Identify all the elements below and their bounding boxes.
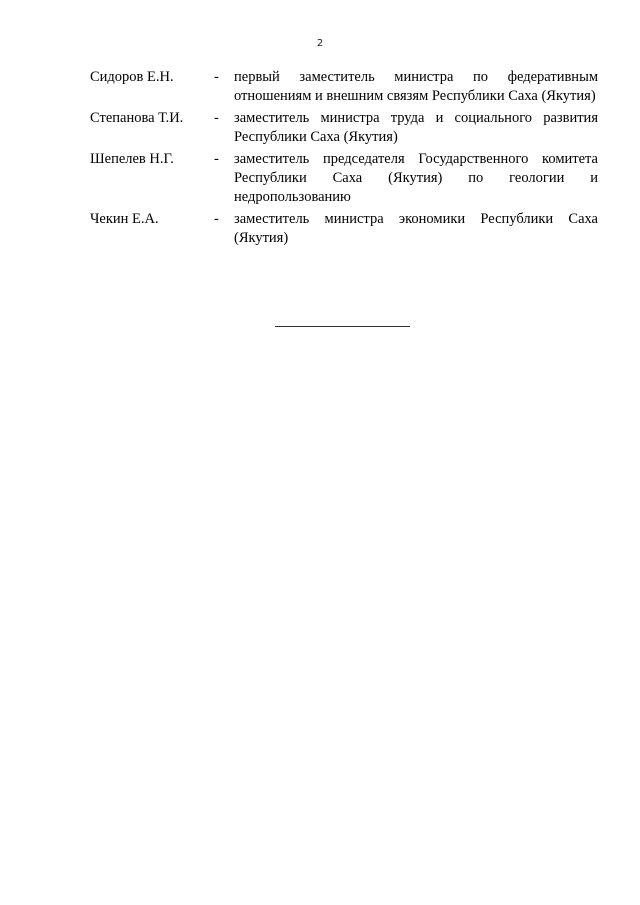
members-list xyxy=(90,68,598,251)
member-position: первый заместитель министра по федеративным отношениям и внешним связям Республики Саха (Якутия) xyxy=(234,69,598,104)
list-item xyxy=(90,150,598,207)
member-dash: - xyxy=(214,211,219,227)
member-position: заместитель министра труда и социального развития Республики Саха (Якутия) xyxy=(234,110,598,145)
member-position: заместитель председателя Государственного комитета Республики Саха (Якутия) по геологии и недропользованию xyxy=(234,151,598,205)
member-dash: - xyxy=(214,151,219,167)
member-position: заместитель министра экономики Республики Саха (Якутия) xyxy=(234,211,598,246)
end-divider xyxy=(275,326,410,327)
list-item xyxy=(90,210,598,248)
member-dash: - xyxy=(214,110,219,126)
list-item xyxy=(90,109,598,147)
member-name: Сидоров Е.Н. xyxy=(90,69,174,85)
member-dash: - xyxy=(214,69,219,85)
page-number: 2 xyxy=(316,38,324,49)
member-name: Чекин Е.А. xyxy=(90,211,159,227)
member-name: Степанова Т.И. xyxy=(90,110,184,126)
member-name: Шепелев Н.Г. xyxy=(90,151,174,167)
list-item xyxy=(90,68,598,106)
